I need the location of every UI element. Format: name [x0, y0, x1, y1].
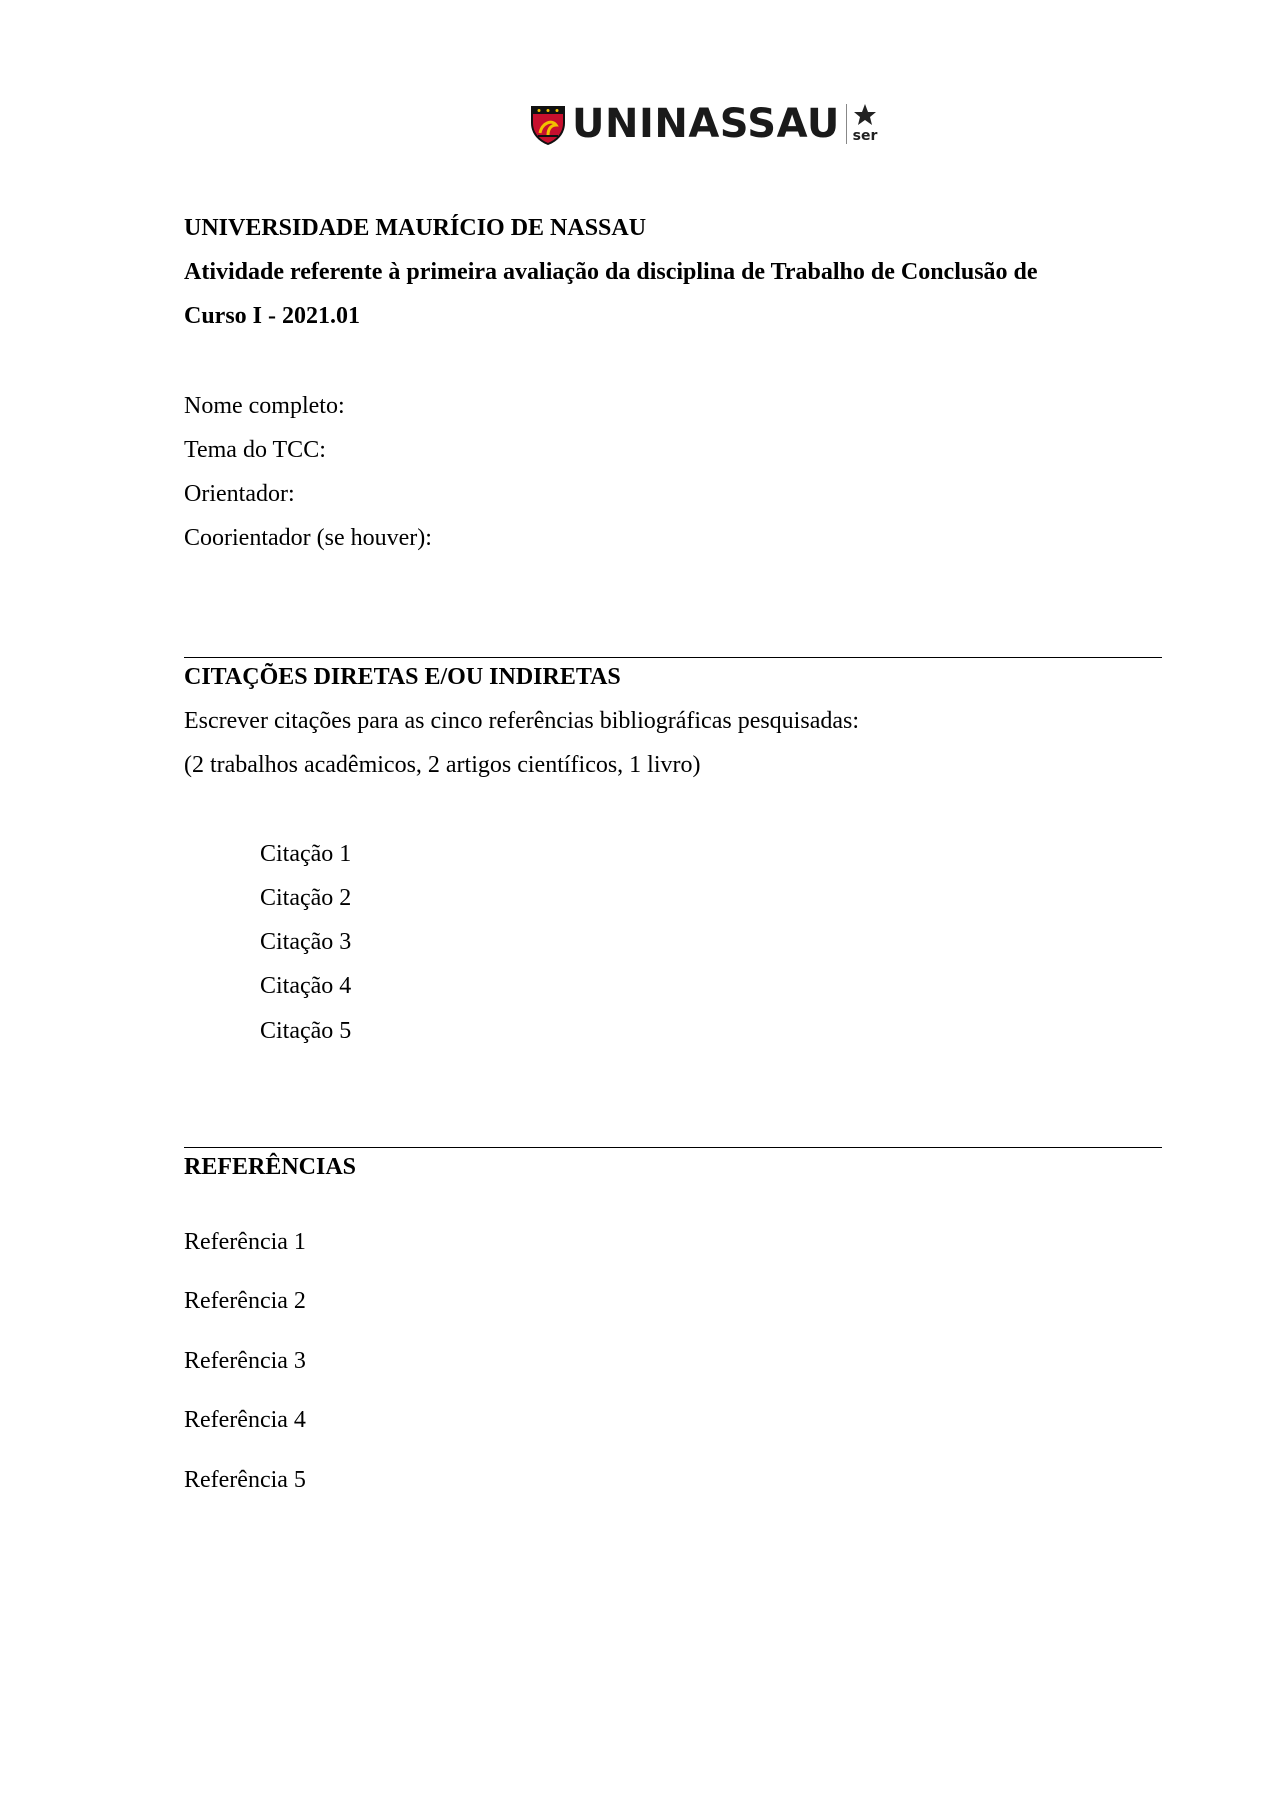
citations-section-title: CITAÇÕES DIRETAS E/OU INDIRETAS [184, 664, 621, 690]
citation-item-4: Citação 4 [260, 973, 352, 999]
citations-instruction: Escrever citações para as cinco referências bibliográficas pesquisadas: [184, 708, 859, 734]
section-divider-citations [184, 657, 1162, 658]
reference-item-5: Referência 5 [184, 1467, 306, 1493]
citation-item-2: Citação 2 [260, 885, 352, 911]
reference-item-4: Referência 4 [184, 1407, 306, 1433]
reference-item-2: Referência 2 [184, 1288, 306, 1314]
activity-description-line1: Atividade referente à primeira avaliação da disciplina de Trabalho de Conclusão de [184, 259, 1038, 285]
shield-crest-icon [530, 103, 566, 145]
activity-description-line2: Curso I - 2021.01 [184, 303, 361, 329]
university-name: UNIVERSIDADE MAURÍCIO DE NASSAU [184, 215, 647, 241]
ser-star-icon [850, 102, 880, 146]
section-divider-references [184, 1147, 1162, 1148]
citations-note: (2 trabalhos acadêmicos, 2 artigos científicos, 1 livro) [184, 752, 701, 778]
citation-item-1: Citação 1 [260, 841, 352, 867]
field-advisor: Orientador: [184, 481, 295, 507]
field-full-name: Nome completo: [184, 393, 345, 419]
reference-item-3: Referência 3 [184, 1348, 306, 1374]
field-tcc-theme: Tema do TCC: [184, 437, 326, 463]
citation-item-5: Citação 5 [260, 1018, 352, 1044]
field-co-advisor: Coorientador (se houver): [184, 525, 432, 551]
reference-item-1: Referência 1 [184, 1229, 306, 1255]
brand-wordmark: UNINASSAU [572, 101, 840, 147]
ser-label: ser [852, 128, 878, 144]
uninassau-logo [530, 100, 880, 148]
logo-divider [846, 104, 847, 144]
references-section-title: REFERÊNCIAS [184, 1154, 357, 1180]
citation-item-3: Citação 3 [260, 929, 352, 955]
